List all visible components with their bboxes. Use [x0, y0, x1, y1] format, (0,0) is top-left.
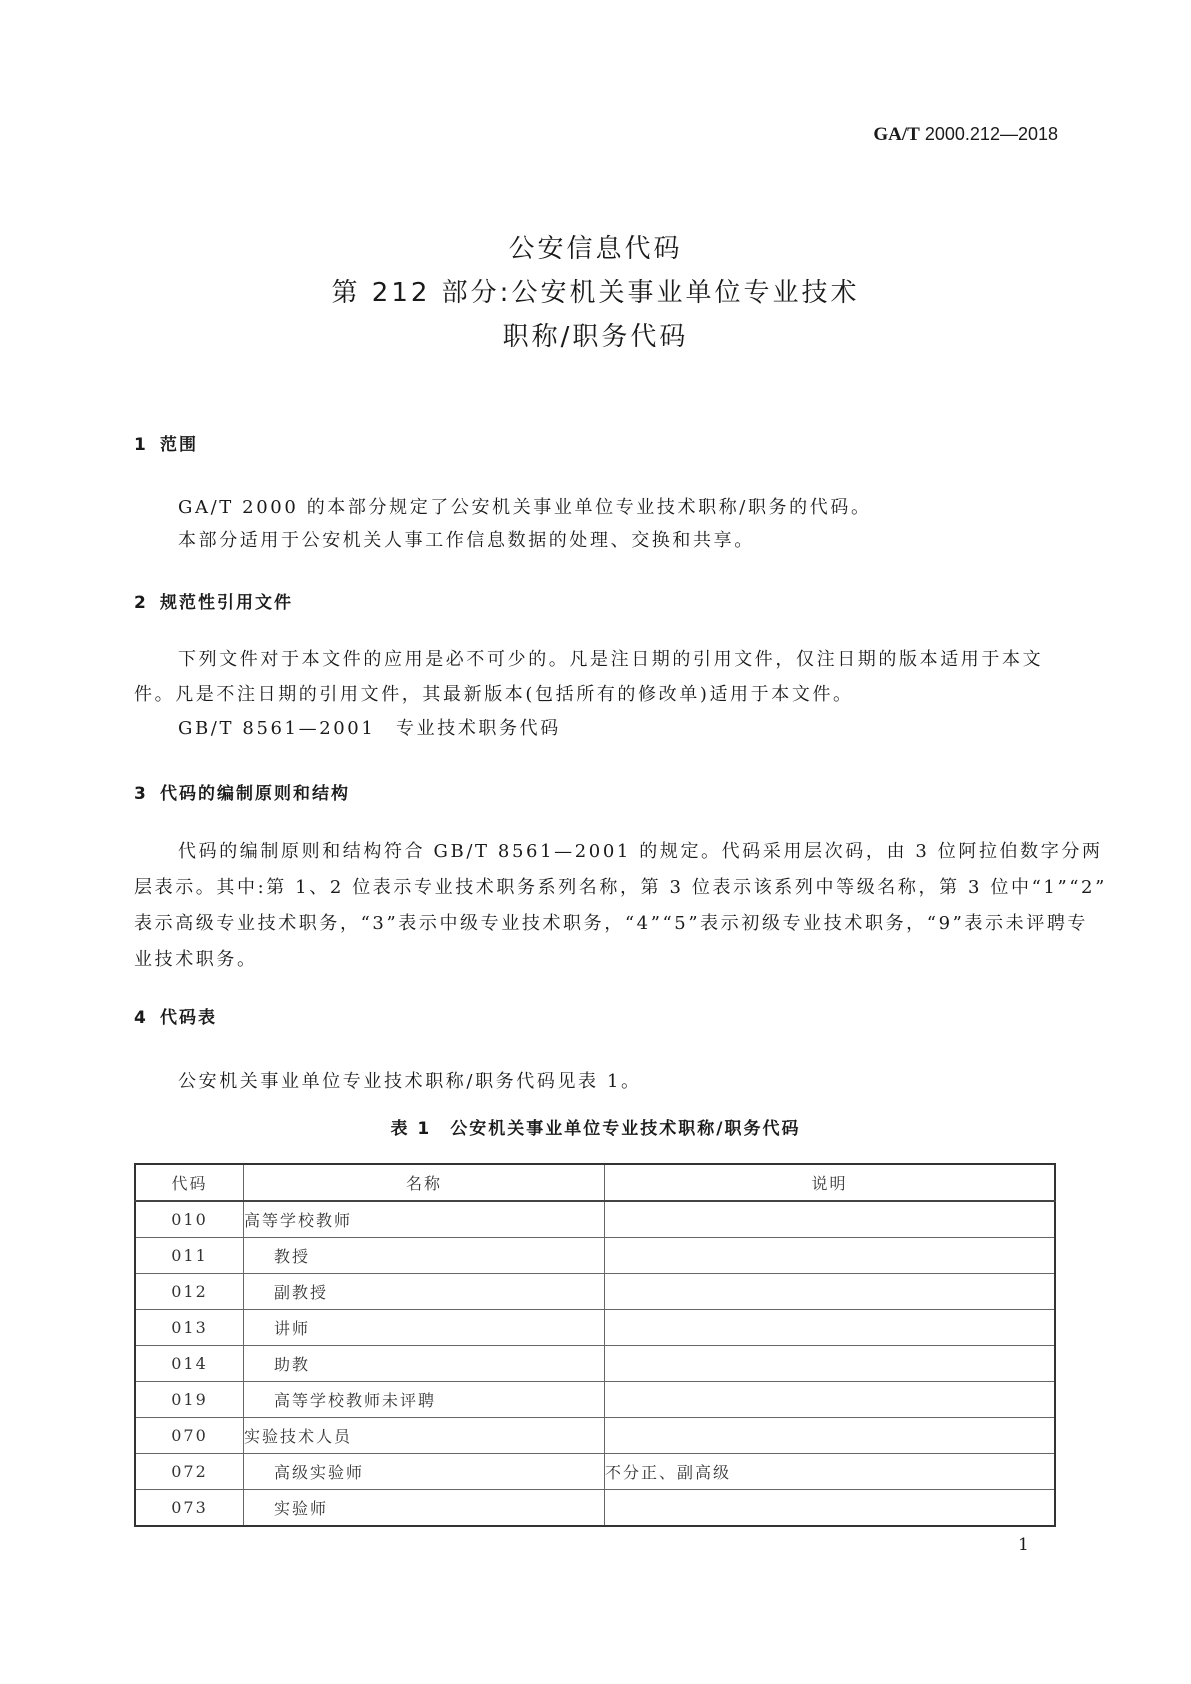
cell-name: 教授 [244, 1238, 605, 1274]
cell-note [605, 1418, 1056, 1454]
table-row [135, 1454, 1055, 1490]
cell-code: 010 [135, 1201, 244, 1238]
cell-note [605, 1346, 1056, 1382]
cell-code: 070 [135, 1418, 244, 1454]
paragraph-line: 表示高级专业技术职务，“3”表示中级专业技术职务，“4”“5”表示初级专业技术职务，“9”表示未评聘专 [134, 913, 1089, 934]
table-caption: 表 1 公安机关事业单位专业技术职称/职务代码 [390, 1119, 801, 1139]
table-row [135, 1201, 1055, 1238]
table-row [135, 1418, 1055, 1454]
document-title-line-2: 第 212 部分:公安机关事业单位专业技术 [331, 278, 860, 308]
column-header-name: 名称 [244, 1164, 605, 1201]
section-number: 2 [134, 593, 148, 613]
table-row [135, 1382, 1055, 1418]
code-table [134, 1163, 1056, 1527]
section-heading-code-table [134, 1003, 217, 1028]
standard-prefix: GA/T [873, 124, 920, 145]
cell-code: 014 [135, 1346, 244, 1382]
standard-code: 2000.212—2018 [924, 124, 1058, 144]
cell-note [605, 1201, 1056, 1238]
cell-code: 011 [135, 1238, 244, 1274]
section-number: 3 [134, 784, 148, 804]
cell-code: 012 [135, 1274, 244, 1310]
document-title-line-1: 公安信息代码 [508, 234, 683, 264]
cell-code: 013 [135, 1310, 244, 1346]
paragraph-line: 代码的编制原则和结构符合 GB/T 8561—2001 的规定。代码采用层次码，由 3 位阿拉伯数字分两 [178, 841, 1103, 862]
cell-code: 072 [135, 1454, 244, 1490]
page-number: 1 [1018, 1535, 1029, 1555]
column-header-note: 说明 [605, 1164, 1056, 1201]
cell-code: 019 [135, 1382, 244, 1418]
cell-name: 助教 [244, 1346, 605, 1382]
section-title: 代码的编制原则和结构 [160, 784, 350, 804]
section-heading-normative-references [134, 588, 293, 613]
cell-note: 不分正、副高级 [605, 1454, 1056, 1490]
cell-name: 高等学校教师 [244, 1201, 605, 1238]
section-title: 范围 [160, 435, 198, 455]
paragraph-line: 业技术职务。 [134, 949, 258, 970]
paragraph-line: 件。凡是不注日期的引用文件，其最新版本(包括所有的修改单)适用于本文件。 [134, 684, 854, 705]
section-heading-scope [134, 430, 198, 455]
table-row [135, 1238, 1055, 1274]
section-number: 1 [134, 435, 148, 455]
table-row [135, 1274, 1055, 1310]
paragraph-line: 公安机关事业单位专业技术职称/职务代码见表 1。 [178, 1071, 642, 1092]
cell-code: 073 [135, 1490, 244, 1527]
cell-name: 实验技术人员 [244, 1418, 605, 1454]
paragraph-line: 层表示。其中:第 1、2 位表示专业技术职务系列名称，第 3 位表示该系列中等级名称，第 3 位中“1”“2” [134, 877, 1107, 898]
cell-note [605, 1238, 1056, 1274]
cell-name: 实验师 [244, 1490, 605, 1527]
cell-note [605, 1310, 1056, 1346]
table-header-row [135, 1164, 1055, 1201]
cell-note [605, 1382, 1056, 1418]
column-header-code: 代码 [135, 1164, 244, 1201]
section-title: 代码表 [160, 1008, 217, 1028]
section-number: 4 [134, 1008, 148, 1028]
cell-note [605, 1274, 1056, 1310]
paragraph-line: 本部分适用于公安机关人事工作信息数据的处理、交换和共享。 [178, 530, 755, 551]
cell-note [605, 1490, 1056, 1527]
table-row [135, 1346, 1055, 1382]
section-heading-coding-principles [134, 779, 350, 804]
cell-name: 高级实验师 [244, 1454, 605, 1490]
paragraph-line: 下列文件对于本文件的应用是必不可少的。凡是注日期的引用文件，仅注日期的版本适用于本文 [178, 649, 1044, 670]
standard-number [848, 124, 1058, 146]
table-row [135, 1310, 1055, 1346]
cell-name: 讲师 [244, 1310, 605, 1346]
reference-item: GB/T 8561—2001 专业技术职务代码 [178, 718, 561, 739]
paragraph-line: GA/T 2000 的本部分规定了公安机关事业单位专业技术职称/职务的代码。 [178, 497, 872, 518]
cell-name: 副教授 [244, 1274, 605, 1310]
table-row [135, 1490, 1055, 1527]
section-title: 规范性引用文件 [160, 593, 293, 613]
cell-name: 高等学校教师未评聘 [244, 1382, 605, 1418]
document-title-line-3: 职称/职务代码 [502, 322, 689, 352]
